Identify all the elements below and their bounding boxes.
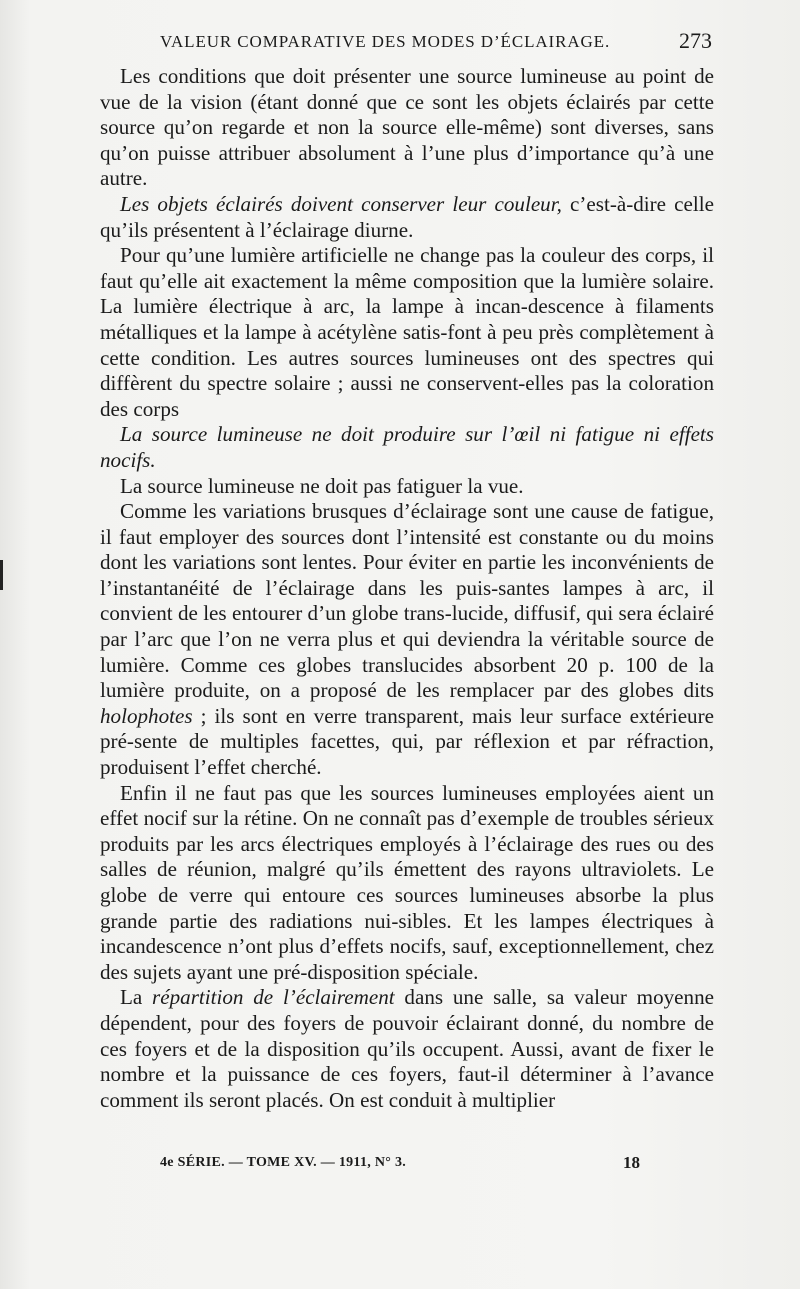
paragraph	[100, 243, 714, 422]
italic-run: Les objets éclairés doivent conserver leur couleur,	[120, 191, 562, 216]
paragraph	[100, 499, 714, 781]
text-run: dans une salle, sa valeur moyenne dépendent, pour des foyers de pouvoir éclairant donné, du nombre de ces foyers et de la disposition qu’ils occupent. Aussi, avant de fixer le nombre et la puissance de ces foyers, faut-il déterminer à l’avance comment ils seront placés. On est conduit à multiplier	[100, 985, 714, 1112]
body-text	[100, 64, 714, 1113]
text-run: Pour qu’une lumière artificielle ne change pas la couleur des corps, il faut qu’elle ait exactement la même composition que la lumière solaire. La lumière électrique à arc, la lampe à incan-descence à filaments métalliques et la lampe à acétylène satis-font à peu près complètement à cette condition. Les autres sources lumineuses ont des spectres qui diffèrent du spectre solaire ; aussi ne conservent-elles pas la coloration des corps	[100, 243, 714, 421]
paragraph	[100, 781, 714, 986]
page-number: 273	[679, 28, 712, 53]
italic-run: La source lumineuse ne doit produire sur l’œil ni fatigue ni effets nocifs.	[100, 422, 714, 472]
text-run: Comme les variations brusques d’éclairage sont une cause de fatigue, il faut employer des sources dont l’intensité est constante ou du moins dont les variations sont lentes. Pour éviter en partie les inconvénients de l’instantanéité de l’éclairage dans les puis-santes lampes à arc, il convient de les entourer d’un globe trans-lucide, diffusif, qui sera éclairé par l’arc que l’on ne verra plus et qui deviendra la véritable source de lumière. Comme ces globes translucides absorbent 20 p. 100 de la lumière produite, on a proposé de les remplacer par des globes dits	[100, 499, 714, 703]
text-run: La source lumineuse ne doit pas fatiguer la vue.	[120, 473, 524, 498]
binding-edge-mark	[0, 560, 3, 590]
text-run: c’est-à-dire celle qu’ils présentent à l’éclairage diurne.	[100, 191, 714, 242]
page-header	[100, 28, 712, 58]
text-run: Enfin il ne faut pas que les sources lumineuses employées aient un effet nocif sur la rétine. On ne connaît pas d’exemple de troubles sérieux produits par les arcs électriques employés à l’éclairage des rues ou des salles de réunion, malgré qu’ils émettent des rayons ultraviolets. Le globe de verre qui entoure ces sources lumineuses absorbe la plus grande partie des radiations nui-sibles. Et les lampes électriques à incandescence n’ont plus d’effets nocifs, sauf, exceptionnellement, chez des sujets ayant une pré-disposition spéciale.	[100, 780, 714, 984]
text-run: Les conditions que doit présenter une source lumineuse au point de vue de la vision (étant donné que ce sont les objets éclairés par cette source qu’on regarde et non la source elle-même) sont diverses, sans qu’on puisse attribuer absolument à l’une plus d’importance qu’à une autre.	[100, 64, 714, 191]
italic-run: holophotes	[100, 703, 193, 728]
page-footer	[160, 1153, 640, 1181]
paragraph	[100, 474, 714, 500]
text-run: ; ils sont en verre transparent, mais leur surface extérieure pré-sente de multiples facettes, qui, par réflexion et par réfraction, produisent l’effet cherché.	[100, 703, 714, 780]
paragraph	[100, 192, 714, 243]
sheet-number: 18	[623, 1153, 640, 1172]
paragraph	[100, 422, 714, 473]
text-run: La	[120, 985, 153, 1010]
signature-line: 4e SÉRIE. — TOME XV. — 1911, N° 3.	[160, 1155, 407, 1170]
paragraph	[100, 64, 714, 192]
italic-run: répartition de l’éclairement	[152, 985, 395, 1010]
running-title: VALEUR COMPARATIVE DES MODES D’ÉCLAIRAGE.	[160, 32, 611, 51]
paragraph	[100, 985, 714, 1113]
